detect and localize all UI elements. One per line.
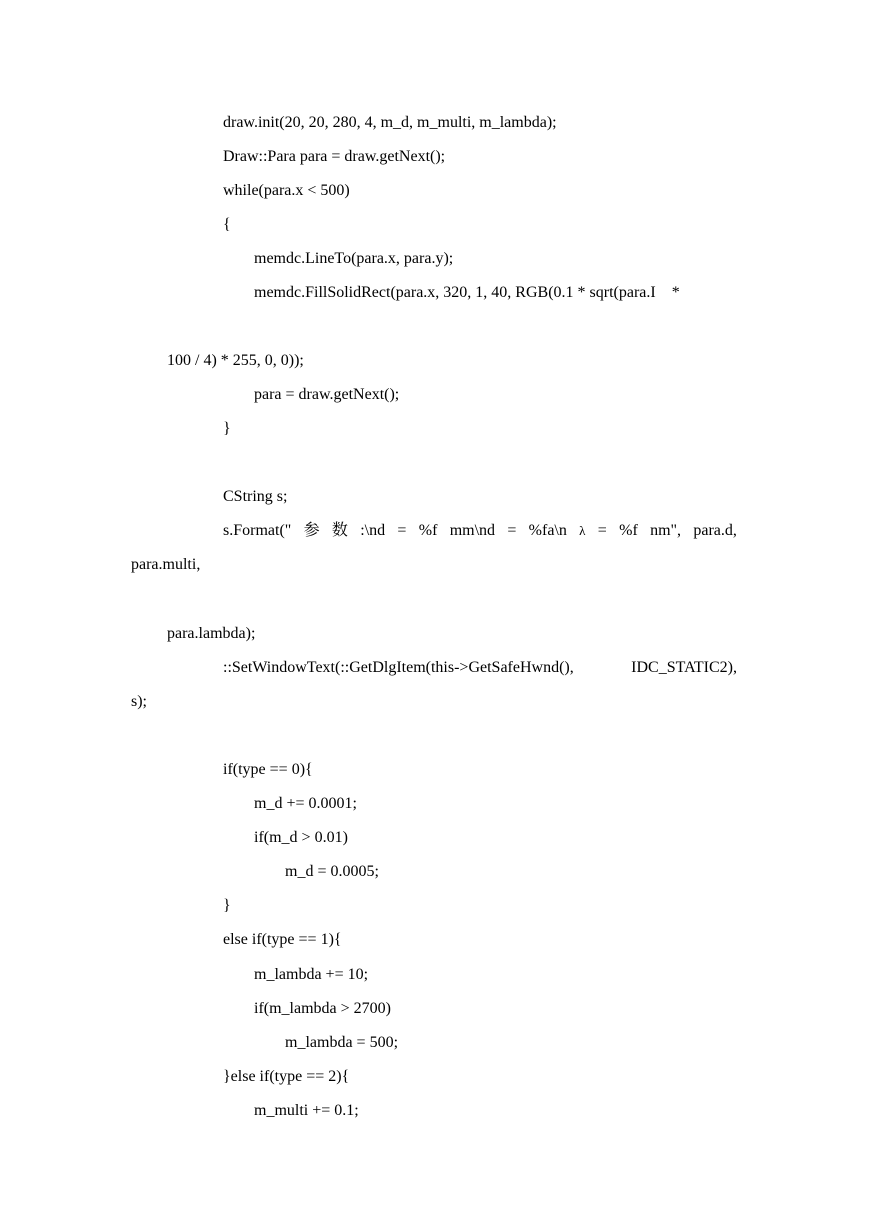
code-line: draw.init(20, 20, 280, 4, m_d, m_multi, m_lambda); bbox=[223, 114, 557, 131]
code-line: CString s; bbox=[223, 488, 288, 505]
code-line: 100 / 4) * 255, 0, 0)); bbox=[167, 352, 304, 369]
code-line: } bbox=[223, 897, 231, 914]
code-line: para.lambda); bbox=[167, 625, 256, 642]
code-line: m_multi += 0.1; bbox=[254, 1102, 359, 1119]
code-token: mm\nd bbox=[449, 522, 496, 539]
code-line: if(type == 0){ bbox=[223, 761, 313, 778]
code-token: %f bbox=[619, 522, 638, 539]
code-token: :\nd bbox=[360, 522, 386, 539]
code-line: } bbox=[223, 420, 231, 437]
code-line: para = draw.getNext(); bbox=[254, 386, 400, 403]
code-token: nm", bbox=[650, 522, 682, 539]
code-line: m_d += 0.0001; bbox=[254, 795, 357, 812]
code-token: = bbox=[507, 522, 517, 539]
code-token: = bbox=[597, 522, 607, 539]
code-line: while(para.x < 500) bbox=[223, 182, 350, 199]
code-token: IDC_STATIC2), bbox=[631, 659, 737, 676]
code-line: if(m_d > 0.01) bbox=[254, 829, 348, 846]
code-token: = bbox=[397, 522, 407, 539]
code-line-justified bbox=[223, 658, 737, 678]
code-line: s); bbox=[131, 693, 147, 710]
code-line: }else if(type == 2){ bbox=[223, 1068, 350, 1085]
code-token: %f bbox=[418, 522, 438, 539]
code-token: s.Format(" bbox=[223, 522, 292, 539]
code-line: para.multi, bbox=[131, 556, 201, 573]
code-token: 参 bbox=[303, 522, 320, 539]
code-line-justified bbox=[223, 521, 737, 541]
code-line: if(m_lambda > 2700) bbox=[254, 1000, 391, 1017]
code-token: ::SetWindowText(::GetDlgItem(this->GetSafeHwnd(), bbox=[223, 659, 574, 676]
code-line: else if(type == 1){ bbox=[223, 931, 342, 948]
code-line: Draw::Para para = draw.getNext(); bbox=[223, 148, 446, 165]
code-line: m_d = 0.0005; bbox=[285, 863, 379, 880]
code-line: m_lambda = 500; bbox=[285, 1034, 399, 1051]
code-token: para.d, bbox=[693, 522, 737, 539]
code-token: λ bbox=[579, 523, 586, 538]
code-line: { bbox=[223, 216, 231, 233]
code-token: 数 bbox=[331, 522, 348, 539]
code-token: %fa\n bbox=[528, 522, 567, 539]
code-line: m_lambda += 10; bbox=[254, 966, 369, 983]
code-line: memdc.FillSolidRect(para.x, 320, 1, 40, RGB(0.1 * sqrt(para.I * bbox=[254, 284, 680, 301]
code-line: memdc.LineTo(para.x, para.y); bbox=[254, 250, 454, 267]
